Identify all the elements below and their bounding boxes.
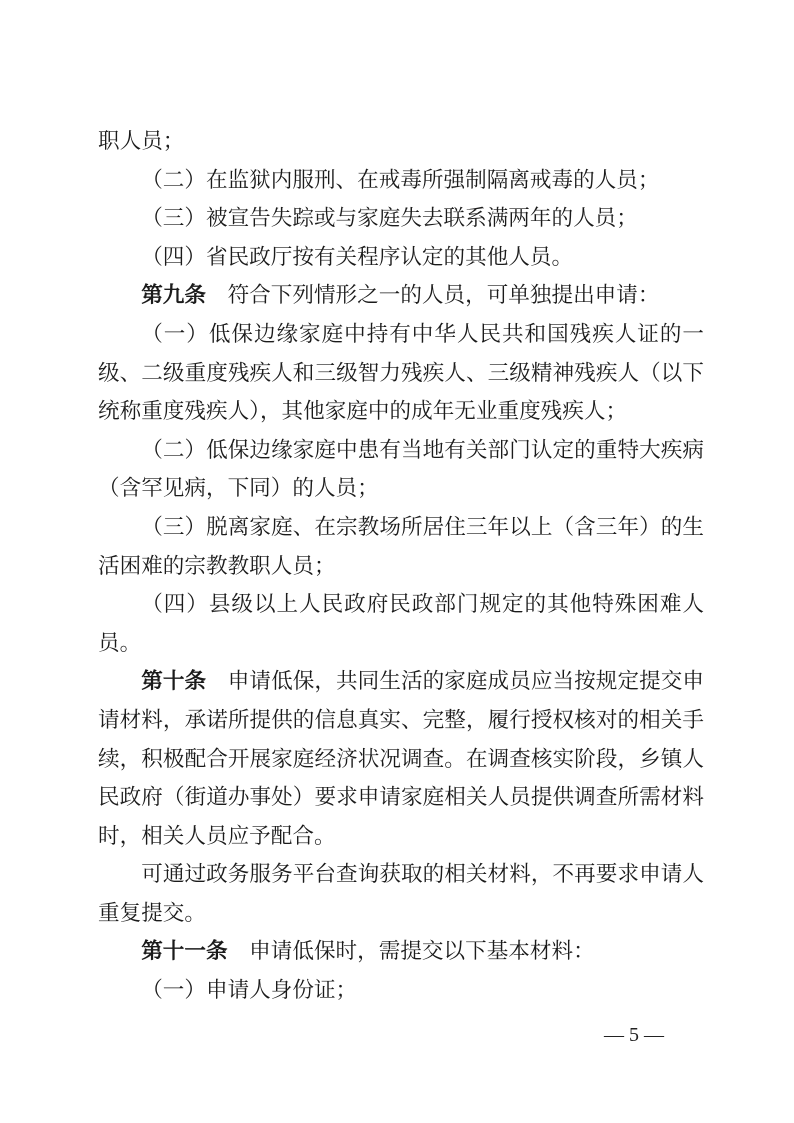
text-line [98, 547, 704, 586]
text-line [98, 701, 704, 740]
text-segment: 可通过政务服务平台查询获取的相关材料，不再要求申请人 [141, 862, 704, 887]
text-line [98, 585, 704, 624]
text-segment: （二）低保边缘家庭中患有当地有关部门认定的重特大疾病 [141, 437, 704, 462]
text-segment: （含罕见病，下同）的人员； [98, 476, 379, 501]
text-line [98, 431, 704, 470]
text-segment: 申请低保，共同生活的家庭成员应当按规定提交申 [206, 669, 704, 694]
text-segment: 续，积极配合开展家庭经济状况调查。在调查核实阶段，乡镇人 [98, 746, 704, 771]
article-number: 第九条 [141, 282, 206, 308]
text-segment: （一）低保边缘家庭中持有中华人民共和国残疾人证的一 [141, 321, 704, 346]
text-line [98, 855, 704, 894]
text-segment: 重复提交。 [98, 900, 206, 925]
text-line [98, 238, 704, 277]
text-segment: （三）脱离家庭、在宗教场所居住三年以上（含三年）的生 [141, 514, 704, 539]
text-line [98, 624, 704, 663]
text-line [98, 161, 704, 200]
text-line [98, 971, 704, 1010]
text-segment: 员。 [98, 630, 142, 655]
text-segment: 统称重度残疾人），其他家庭中的成年无业重度残疾人； [98, 399, 628, 424]
text-segment: 职人员； [98, 129, 185, 153]
text-segment: （一）申请人身份证； [141, 978, 358, 1003]
text-segment: 级、二级重度残疾人和三级智力残疾人、三级精神残疾人（以下 [98, 360, 704, 385]
text-segment: （二）在监狱内服刑、在戒毒所强制隔离戒毒的人员； [141, 167, 660, 192]
text-line [98, 508, 704, 547]
text-line [98, 778, 704, 817]
text-line [98, 354, 704, 393]
text-segment: 活困难的宗教教职人员； [98, 553, 336, 578]
article-number: 第十条 [141, 668, 207, 694]
article-line [98, 662, 704, 701]
text-line [98, 817, 704, 856]
text-segment: 民政府（街道办事处）要求申请家庭相关人员提供调查所需材料 [98, 785, 704, 810]
text-line [98, 740, 704, 779]
text-segment: （三）被宣告失踪或与家庭失去联系满两年的人员； [141, 206, 638, 231]
text-segment: （四）县级以上人民政府民政部门规定的其他特殊困难人 [141, 592, 704, 617]
article-line [98, 932, 704, 971]
text-line [98, 894, 704, 933]
text-segment: 符合下列情形之一的人员，可单独提出申请： [205, 283, 660, 308]
article-line [98, 276, 704, 315]
text-line [98, 199, 704, 238]
text-line [98, 122, 704, 161]
text-segment: 请材料，承诺所提供的信息真实、完整，履行授权核对的相关手 [98, 707, 704, 732]
text-segment: （四）省民政厅按有关程序认定的其他人员。 [141, 244, 574, 269]
text-line [98, 469, 704, 508]
text-segment: 时，相关人员应予配合。 [98, 823, 336, 848]
text-line [98, 392, 704, 431]
document-text [98, 122, 704, 1010]
article-number: 第十一条 [141, 938, 228, 964]
text-segment: 申请低保时，需提交以下基本材料： [227, 939, 595, 964]
page-number: — 5 — [604, 1024, 664, 1046]
text-line [98, 315, 704, 354]
